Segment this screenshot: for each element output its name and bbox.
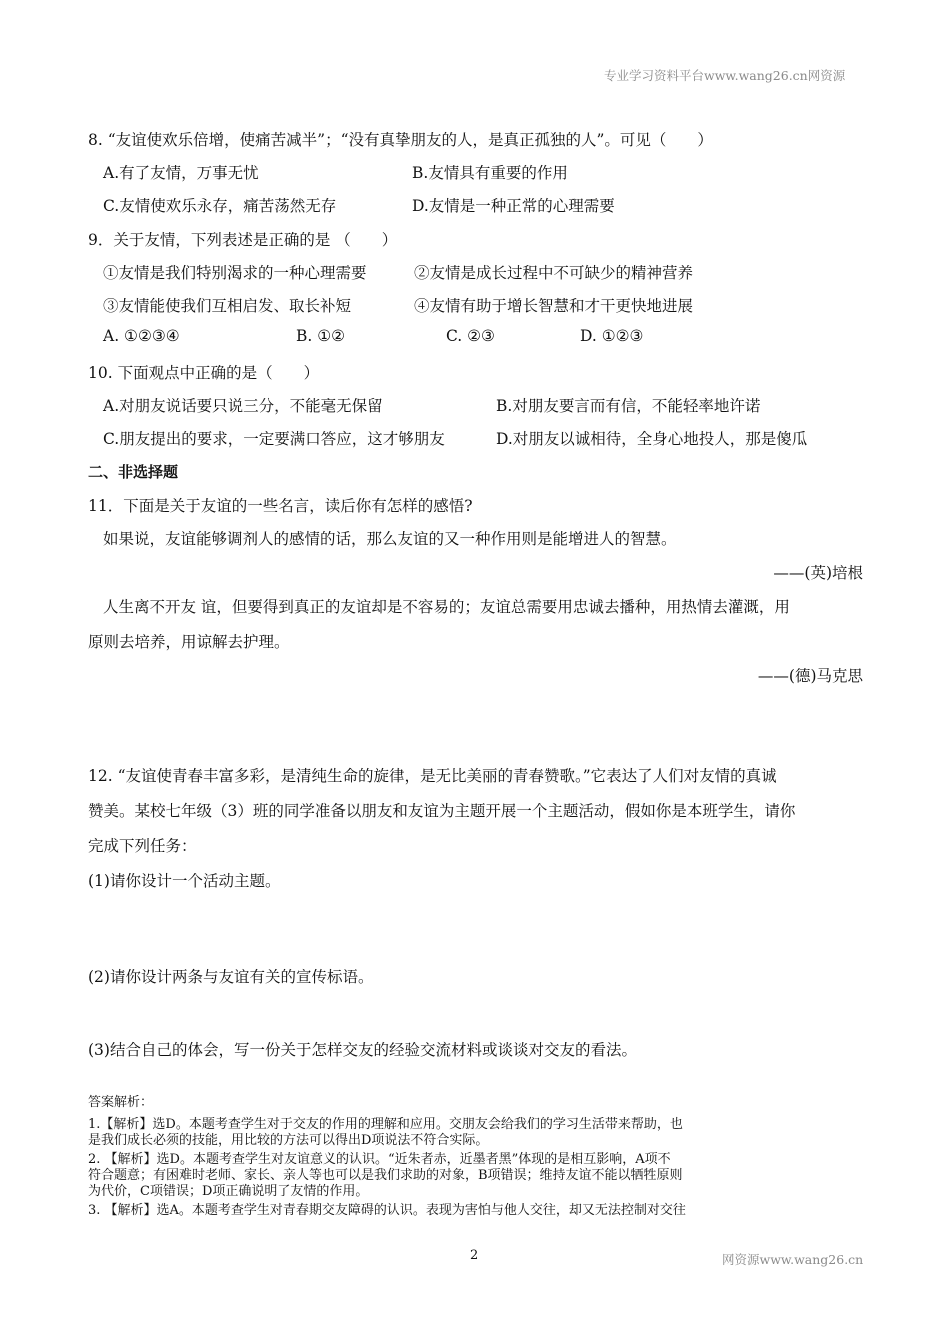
q11-stem: 11．下面是关于友谊的一些名言，读后你有怎样的感悟? [88, 497, 473, 515]
q9-option-d: D. ①②③ [580, 327, 644, 345]
q12-task-1: (1)请你设计一个活动主题。 [88, 872, 281, 890]
header-watermark: 专业学习资料平台www.wang26.cn网资源 [604, 68, 846, 83]
page-number: 2 [470, 1248, 479, 1263]
q8-option-a: A.有了友情，万事无忧 [103, 164, 259, 182]
answers-title: 答案解析： [88, 1095, 154, 1110]
q8-option-c: C.友情使欢乐永存，痛苦荡然无存 [103, 197, 337, 215]
q9-option-a: A. ①②③④ [103, 327, 180, 345]
answer-2-line-2: 符合题意；有困难时老师、家长、亲人等也可以是我们求助的对象，B项错误；维持友谊不能以牺牲原则 [88, 1168, 683, 1183]
q10-stem: 10. 下面观点中正确的是（ ） [88, 364, 320, 382]
q9-statement-3: ③友情能使我们互相启发、取长补短 [103, 297, 352, 315]
q9-statement-1: ①友情是我们特别渴求的一种心理需要 [103, 264, 367, 282]
answer-3-line-1: 3. 【解析】选A。本题考查学生对青春期交友障碍的认识。表现为害怕与他人交往，却又无法控制对交往 [88, 1203, 686, 1218]
q9-stem: 9．关于友情，下列表述是正确的是 （ ） [88, 231, 398, 249]
q10-option-a: A.对朋友说话要只说三分，不能毫无保留 [103, 397, 383, 415]
q12-task-2: (2)请你设计两条与友谊有关的宣传标语。 [88, 968, 374, 986]
q9-option-b: B. ①② [296, 327, 346, 345]
footer-watermark: 网资源www.wang26.cn [722, 1252, 864, 1267]
q10-option-d: D.对朋友以诚相待，全身心地投人，那是傻瓜 [496, 430, 808, 448]
section-title: 二、非选择题 [88, 463, 179, 481]
q12-line-2: 赞美。某校七年级（3）班的同学准备以朋友和友谊为主题开展一个主题活动，假如你是本班学生，请你 [88, 802, 796, 820]
q9-statement-2: ②友情是成长过程中不可缺少的精神营养 [414, 264, 694, 282]
q8-stem: 8. “友谊使欢乐倍增，使痛苦减半”；“没有真挚朋友的人，是真正孤独的人”。可见（ ） [88, 131, 713, 149]
q8-option-b: B.友情具有重要的作用 [412, 164, 568, 182]
q11-author-1: ——(英)培根 [773, 564, 863, 582]
answer-2-line-1: 2. 【解析】选D。本题考查学生对友谊意义的认识。“近朱者赤，近墨者黑”体现的是相互影响，A项不 [88, 1152, 671, 1167]
answer-1-line-1: 1.【解析】选D。本题考查学生对于交友的作用的理解和应用。交朋友会给我们的学习生活带来帮助，也 [88, 1117, 683, 1132]
answer-2-line-3: 为代价，C项错误；D项正确说明了友情的作用。 [88, 1184, 369, 1199]
q11-author-2: ——(德)马克思 [757, 667, 863, 685]
q12-line-3: 完成下列任务： [88, 837, 197, 855]
q11-quote-2-line-1: 人生离不开友 谊，但要得到真正的友谊却是不容易的；友谊总需要用忠诚去播种，用热情去灌溉，用 [103, 598, 790, 616]
q10-option-c: C.朋友提出的要求，一定要满口答应，这才够朋友 [103, 430, 445, 448]
q12-task-3: (3)结合自己的体会，写一份关于怎样交友的经验交流材料或谈谈对交友的看法。 [88, 1041, 637, 1059]
q11-quote-1: 如果说，友谊能够调剂人的感情的话，那么友谊的又一种作用则是能增进人的智慧。 [103, 530, 677, 548]
q8-option-d: D.友情是一种正常的心理需要 [412, 197, 615, 215]
q12-line-1: 12. “友谊使青春丰富多彩，是清纯生命的旋律，是无比美丽的青春赞歌。”它表达了人们对友情的真诚 [88, 767, 777, 785]
q9-option-c: C. ②③ [446, 327, 495, 345]
q9-statement-4: ④友情有助于增长智慧和才干更快地进展 [414, 297, 694, 315]
q10-option-b: B.对朋友要言而有信，不能轻率地许诺 [496, 397, 761, 415]
q11-quote-2-line-2: 原则去培养，用谅解去护理。 [88, 633, 290, 651]
answer-1-line-2: 是我们成长必须的技能，用比较的方法可以得出D项说法不符合实际。 [88, 1133, 489, 1148]
